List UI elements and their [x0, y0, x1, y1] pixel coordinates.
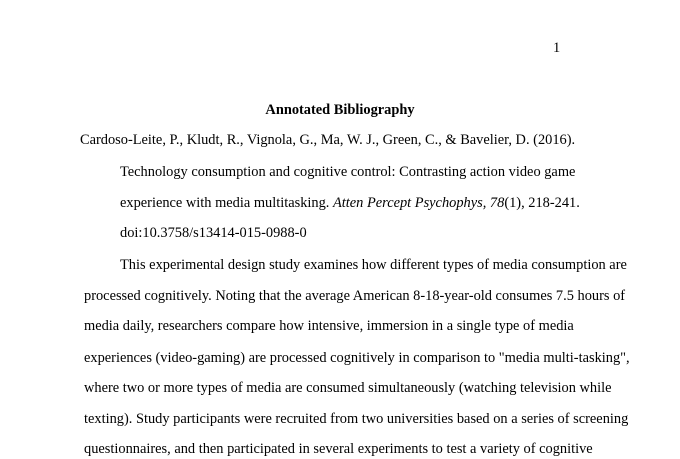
document-title: Annotated Bibliography — [265, 102, 415, 118]
annotation-line-3: media daily, researchers compare how intensive, immersion in a single type of media — [84, 318, 574, 334]
page-number: 1 — [553, 40, 561, 56]
reference-text: experience with media multitasking. — [120, 195, 333, 211]
annotation-line-6: texting). Study participants were recruited from two universities based on a series of screening — [84, 411, 629, 427]
reference-pages: (1), 218-241. — [504, 195, 580, 211]
journal-name: Atten Percept Psychophys, — [333, 195, 487, 211]
annotation-line-2: processed cognitively. Noting that the average American 8-18-year-old consumes 7.5 hours of — [84, 288, 626, 304]
annotation-line-7: questionnaires, and then participated in several experiments to test a variety of cognitive — [84, 441, 593, 457]
annotation-line-5: where two or more types of media are consumed simultaneously (watching television while — [84, 380, 612, 396]
reference-line-1: Cardoso-Leite, P., Kludt, R., Vignola, G., Ma, W. J., Green, C., & Bavelier, D. (2016). — [80, 132, 576, 148]
reference-line-3 — [120, 194, 580, 212]
reference-doi: doi:10.3758/s13414-015-0988-0 — [120, 225, 307, 241]
annotation-line-1: This experimental design study examines how different types of media consumption are — [120, 257, 627, 273]
reference-line-2: Technology consumption and cognitive control: Contrasting action video game — [120, 164, 576, 180]
annotation-line-4: experiences (video-gaming) are processed cognitively in comparison to "media multi-tasking", — [84, 350, 630, 366]
journal-volume: 78 — [489, 195, 505, 211]
